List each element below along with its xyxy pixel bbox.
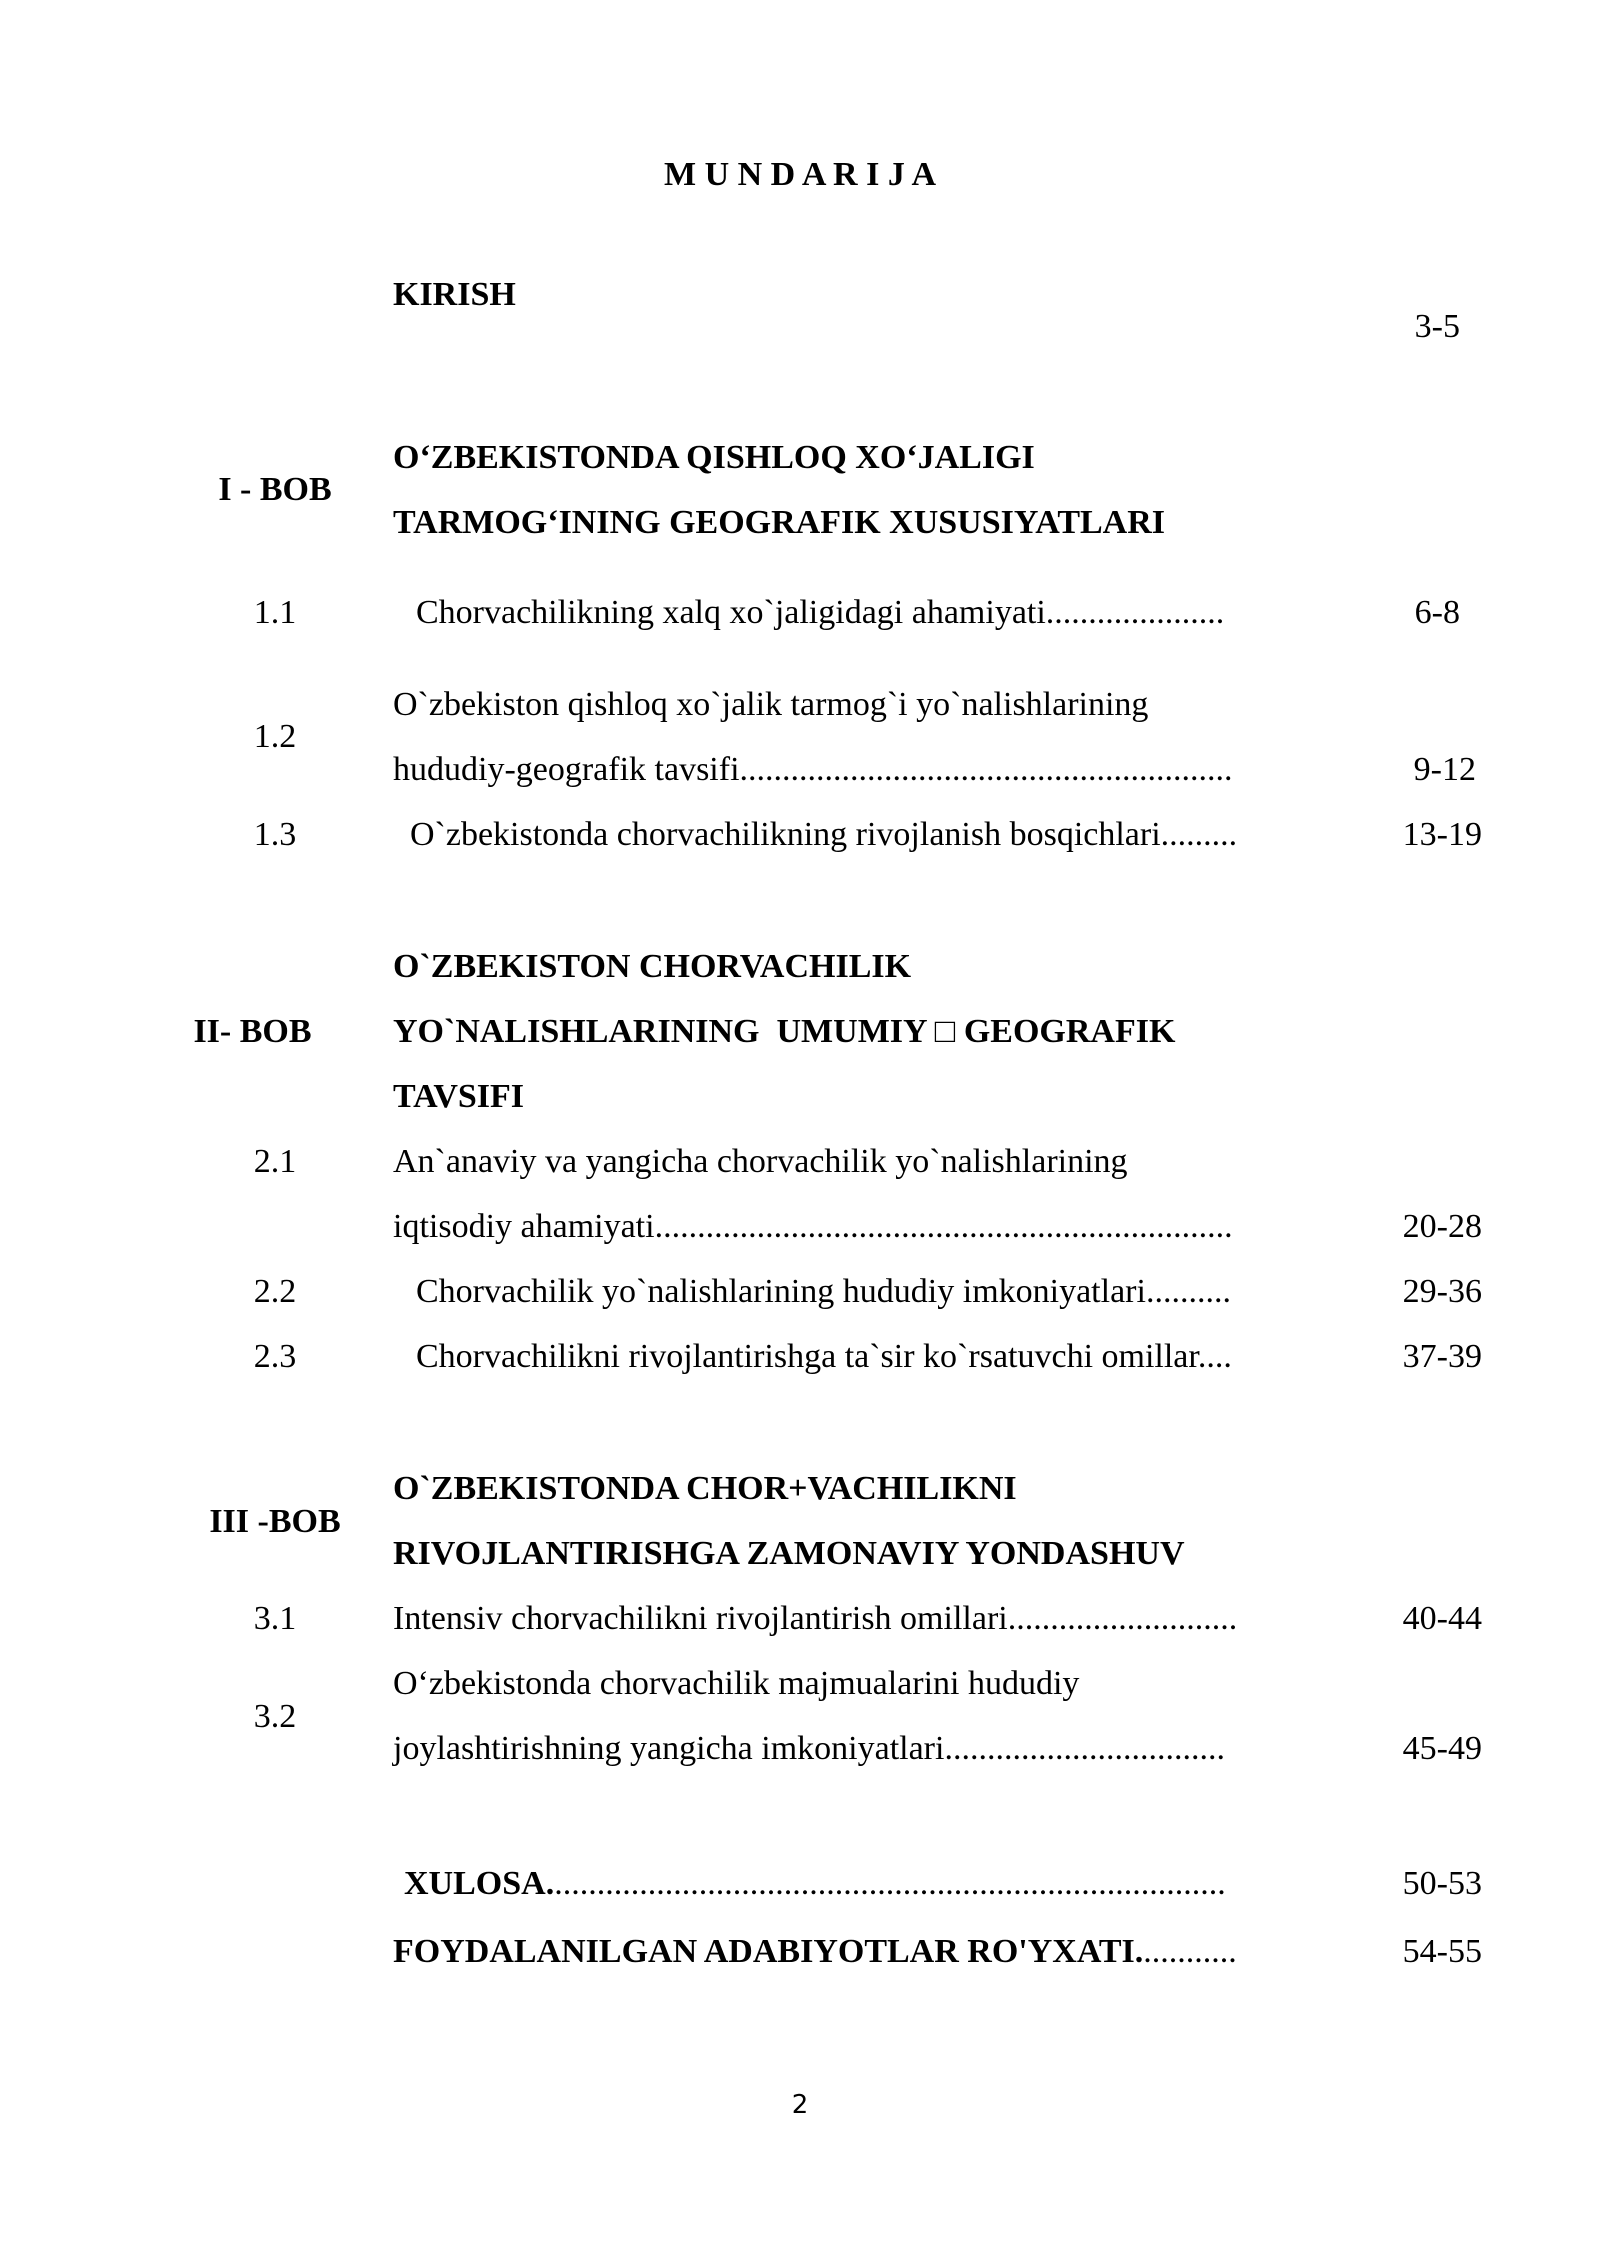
section-1-2-title-line2: hududiy-geografik tavsifi.......................................................... [393,751,1233,788]
section-1-3-pages: 13-19 [1402,816,1482,853]
references-entry [393,1935,1237,1969]
section-1-2-title-line1: O`zbekiston qishloq xo`jalik tarmog`i yo`nalishlarining [393,686,1149,723]
chapter-2-title-line1: O`ZBEKISTON CHORVACHILIK [393,948,912,985]
section-3-2-title-line1: O‘zbekistonda chorvachilik majmualarini hududiy [393,1665,1080,1702]
section-1-1-number: 1.1 [253,594,297,631]
chapter-3-title-line1: O`ZBEKISTONDA CHOR+VACHILIKNI [393,1470,1017,1507]
section-2-1-pages: 20-28 [1402,1208,1482,1245]
chapter-1-label: I - BOB [218,471,332,508]
references-pages: 54-55 [1402,1933,1482,1970]
section-2-1-number: 2.1 [253,1143,297,1180]
chapter-2-title-line3: TAVSIFI [393,1078,525,1115]
section-2-3-pages: 37-39 [1402,1338,1482,1375]
section-2-3-title: Chorvachilikni rivojlantirishga ta`sir ko`rsatuvchi omillar.... [416,1338,1232,1375]
section-3-1-title: Intensiv chorvachilikni rivojlantirish omillari........................... [393,1600,1238,1637]
conclusion-entry [404,1867,1226,1901]
chapter-2-title-line2: YO`NALISHLARINING UMUMIY □ GEOGRAFIK [393,1013,1176,1050]
conclusion-label: XULOSA. [404,1865,555,1902]
section-2-2-pages: 29-36 [1402,1273,1482,1310]
page-title: M U N D A R I J A [663,156,937,193]
section-1-3-title: O`zbekistonda chorvachilikning rivojlanish bosqichlari......... [410,816,1238,853]
section-2-2-title: Chorvachilik yo`nalishlarining hududiy imkoniyatlari.......... [416,1273,1231,1310]
section-3-1-pages: 40-44 [1402,1600,1482,1637]
chapter-3-title-line2: RIVOJLANTIRISHGA ZAMONAVIY YONDASHUV [393,1535,1185,1572]
section-2-2-number: 2.2 [253,1273,297,1310]
chapter-1-title-line1: O‘ZBEKISTONDA QISHLOQ XO‘JALIGI [393,439,1035,476]
chapter-1-title-line2: TARMOG‘INING GEOGRAFIK XUSUSIYATLARI [393,504,1166,541]
conclusion-leader-dots: ............................................................................... [554,1865,1226,1902]
references-leader-dots: ........... [1143,1933,1237,1970]
section-1-1-title: Chorvachilikning xalq xo`jaligidagi ahamiyati..................... [416,594,1225,631]
kirish-pages: 3-5 [1414,308,1460,345]
section-3-2-number: 3.2 [253,1698,297,1735]
section-1-1-pages: 6-8 [1414,594,1460,631]
references-label: FOYDALANILGAN ADABIYOTLAR RO'YXATI. [393,1933,1144,1970]
section-1-3-number: 1.3 [253,816,297,853]
section-3-2-pages: 45-49 [1402,1730,1482,1767]
page-number: 2 [791,2090,809,2120]
chapter-3-label: III -BOB [209,1503,341,1540]
section-2-1-title-line2: iqtisodiy ahamiyati.................................................................... [393,1208,1233,1245]
section-1-2-pages: 9-12 [1413,751,1476,788]
conclusion-pages: 50-53 [1402,1865,1482,1902]
section-1-2-number: 1.2 [253,718,297,755]
section-2-1-title-line1: An`anaviy va yangicha chorvachilik yo`nalishlarining [393,1143,1128,1180]
kirish-label: KIRISH [393,276,516,313]
section-2-3-number: 2.3 [253,1338,297,1375]
section-3-1-number: 3.1 [253,1600,297,1637]
chapter-2-label: II- BOB [193,1013,312,1050]
section-3-2-title-line2: joylashtirishning yangicha imkoniyatlari................................. [393,1730,1225,1767]
